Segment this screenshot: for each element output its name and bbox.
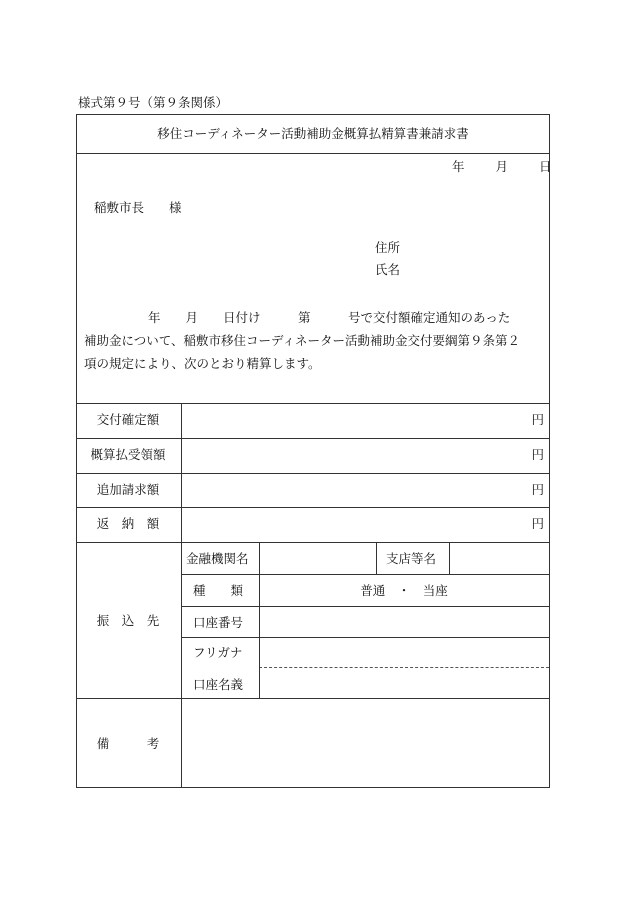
additional-claim-label: 追加請求額	[96, 482, 160, 497]
address-label: 住所	[375, 240, 401, 255]
body-line-2: 補助金について、稲敷市移住コーディネーター活動補助金交付要綱第９条第２	[84, 333, 521, 348]
transfer-section-label: 振 込 先	[96, 613, 160, 628]
granted-amount-unit: 円	[531, 412, 544, 427]
branch-label: 支店等名	[386, 551, 437, 566]
body-line-1: 年 月 日付け 第 号で交付額確定通知のあった	[148, 310, 511, 325]
advance-received-label: 概算払受領額	[90, 447, 166, 462]
granted-amount-label: 交付確定額	[96, 412, 160, 427]
furigana-label: フリガナ	[193, 645, 243, 660]
body-line-3: 項の規定により、次のとおり精算します。	[84, 356, 321, 371]
additional-claim-unit: 円	[531, 482, 544, 497]
account-number-label: 口座番号	[193, 615, 244, 630]
date-line: 年 月 日	[452, 159, 552, 174]
form-title: 移住コーディネーター活動補助金概算払精算書兼請求書	[157, 126, 469, 141]
addressee: 稲敷市長 様	[94, 200, 182, 215]
account-type-options: 普通 ・ 当座	[360, 583, 448, 598]
account-holder-label: 口座名義	[193, 677, 244, 692]
form-number: 様式第９号（第９条関係）	[78, 95, 229, 110]
account-type-label: 種 類	[193, 583, 244, 598]
bank-name-label: 金融機関名	[186, 551, 249, 566]
refund-amount-unit: 円	[531, 516, 544, 531]
refund-amount-label: 返 納 額	[96, 516, 160, 531]
advance-received-unit: 円	[531, 447, 544, 462]
body-paragraph	[84, 306, 546, 375]
remarks-label: 備 考	[96, 736, 160, 751]
name-label: 氏名	[375, 262, 401, 277]
